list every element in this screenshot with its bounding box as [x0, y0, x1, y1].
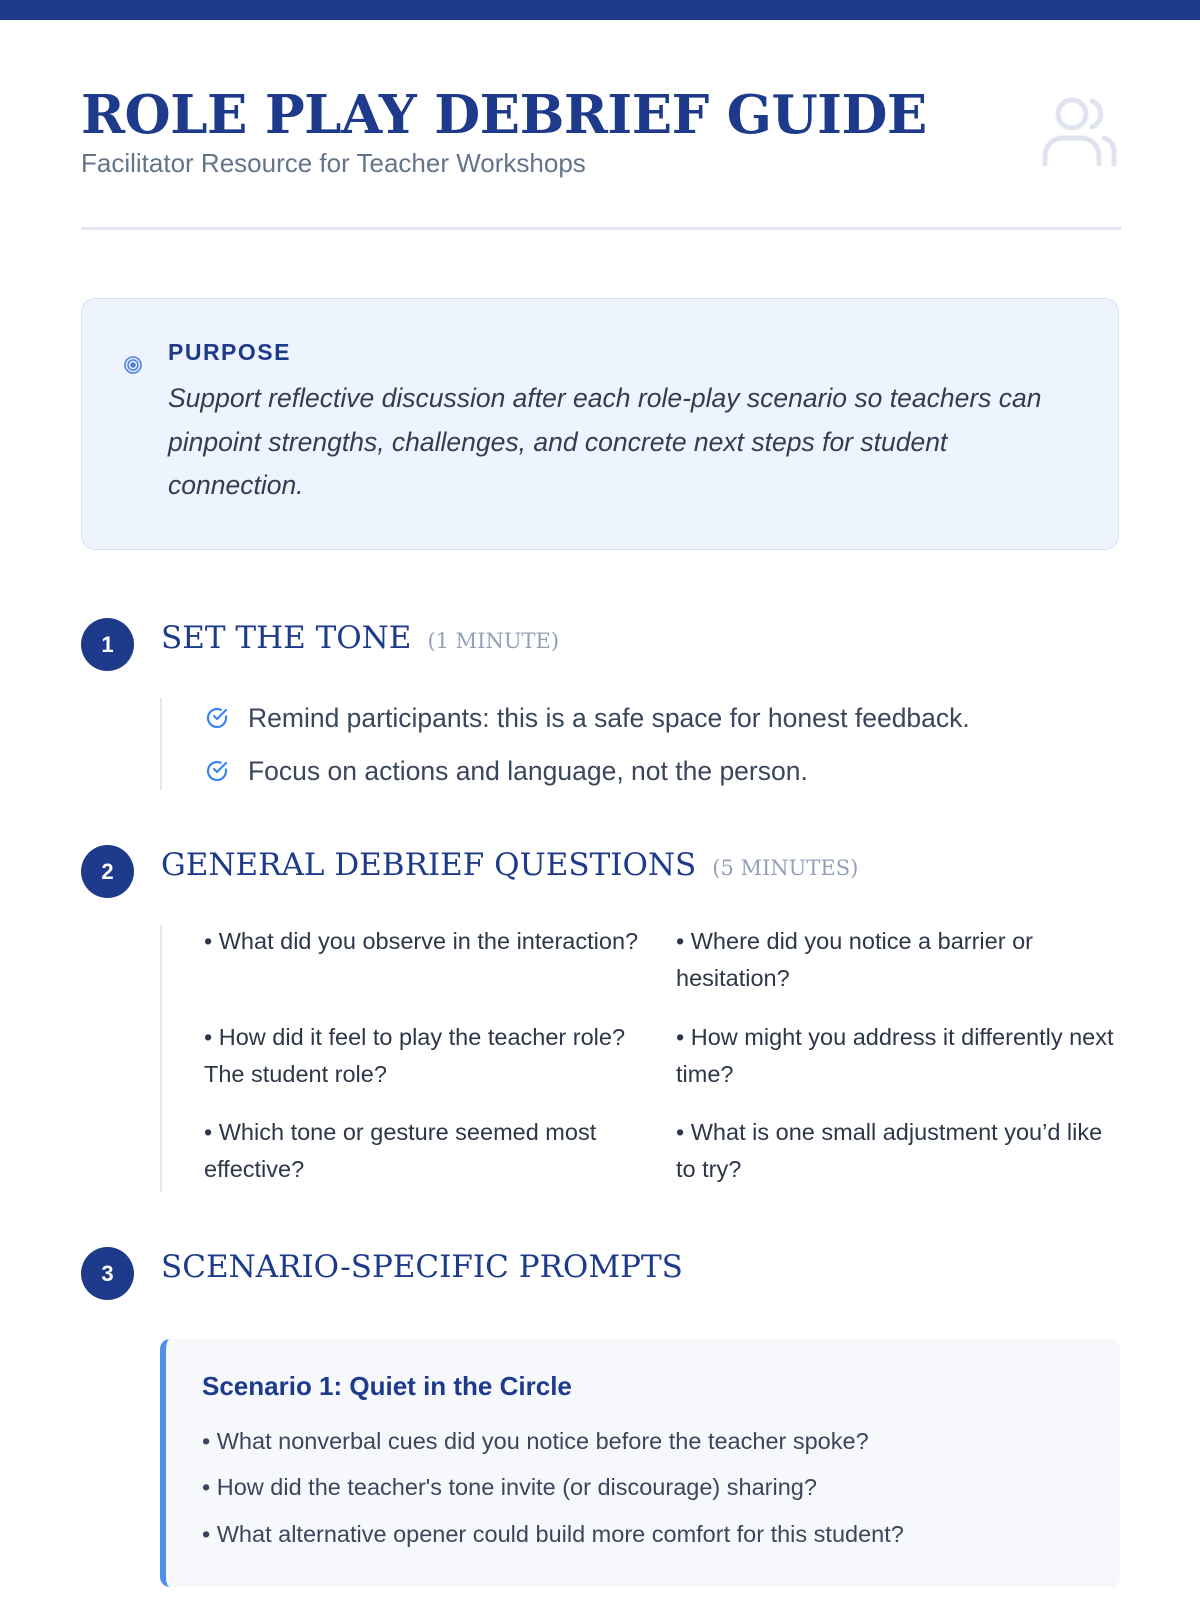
scenario-prompt: • How did the teacher's tone invite (or discourage) sharing? [202, 1474, 817, 1500]
page-subtitle: Facilitator Resource for Teacher Workshops [81, 148, 586, 178]
target-icon [122, 354, 144, 376]
step-number-badge: 2 [81, 845, 134, 898]
checklist-item [204, 698, 970, 738]
purpose-text: Support reflective discussion after each role-play scenario so teachers can pinpoint strengths, challenges, and concrete next steps for student connection. [168, 383, 1042, 500]
section-rule [160, 698, 162, 790]
checklist-item-text: Remind participants: this is a safe space for honest feedback. [248, 702, 970, 733]
section-duration: (1 MINUTE) [427, 629, 560, 653]
checklist-item-text: Focus on actions and language, not the person. [248, 755, 808, 786]
step-number-badge: 3 [81, 1247, 134, 1300]
section-title [161, 620, 559, 656]
checklist-item [204, 751, 808, 791]
top-accent-bar [0, 0, 1200, 20]
section-title-text: SCENARIO-SPECIFIC PROMPTS [161, 1249, 683, 1285]
debrief-question: • Which tone or gesture seemed most effective? [204, 1119, 597, 1182]
section-duration: (5 MINUTES) [712, 856, 859, 880]
check-circle-icon [204, 705, 230, 731]
users-icon [1040, 96, 1118, 168]
header-divider [81, 227, 1121, 230]
scenario-prompt: • What nonverbal cues did you notice before the teacher spoke? [202, 1428, 869, 1454]
debrief-question: • What did you observe in the interaction? [204, 928, 639, 954]
section-title-text: SET THE TONE [161, 620, 412, 656]
section-title [161, 847, 858, 883]
page-title: ROLE PLAY DEBRIEF GUIDE [81, 84, 927, 146]
section-title-text: GENERAL DEBRIEF QUESTIONS [161, 847, 697, 883]
debrief-question: • How might you address it differently next time? [676, 1024, 1114, 1087]
debrief-question: • Where did you notice a barrier or hesitation? [676, 928, 1033, 991]
section-title [161, 1249, 683, 1285]
purpose-label: PURPOSE [168, 339, 291, 365]
check-circle-icon [204, 758, 230, 784]
purpose-callout [81, 298, 1119, 550]
scenario-card [160, 1339, 1120, 1587]
debrief-question: • What is one small adjustment you’d like to try? [676, 1119, 1103, 1182]
section-rule [160, 925, 162, 1192]
debrief-question: • How did it feel to play the teacher role? The student role? [204, 1024, 626, 1087]
step-number-badge: 1 [81, 618, 134, 671]
scenario-prompt: • What alternative opener could build more comfort for this student? [202, 1521, 904, 1547]
scenario-title: Scenario 1: Quiet in the Circle [202, 1371, 572, 1401]
page-header [81, 80, 1121, 179]
